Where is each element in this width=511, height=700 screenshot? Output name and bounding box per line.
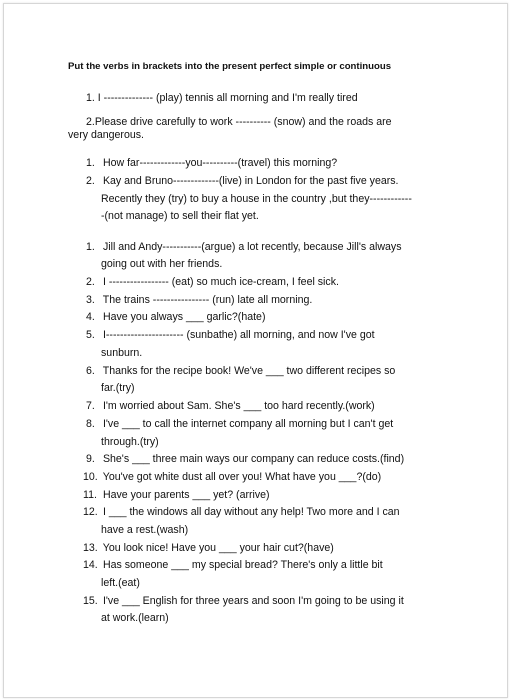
item-number: 15.	[83, 595, 98, 607]
item-number: 11.	[83, 489, 97, 501]
worksheet-title: Put the verbs in brackets into the present perfect simple or continuous	[68, 61, 392, 72]
list-item	[86, 453, 404, 466]
item-number: 1.	[86, 157, 95, 169]
list-item	[83, 542, 334, 555]
list-item-continuation: Recently they (try) to buy a house in the country ,but they------------	[101, 193, 412, 205]
list-item-continuation: going out with her friends.	[101, 258, 223, 270]
item-number: 9.	[86, 453, 95, 465]
list-item	[86, 400, 375, 413]
list-item	[83, 559, 383, 572]
list-item-continuation: sunburn.	[101, 347, 143, 359]
item-text: Have your parents ___ yet? (arrive)	[102, 489, 270, 501]
item-number: 6.	[86, 365, 95, 377]
list-item	[86, 241, 402, 254]
item-text: I ----------------- (eat) so much ice-cream, I feel sick.	[102, 276, 339, 288]
item-number: 3.	[86, 294, 95, 306]
item-text: Kay and Bruno-------------(live) in London for the past five years.	[102, 175, 399, 187]
item-number: 8.	[86, 418, 95, 430]
list-item	[86, 311, 265, 324]
item-text: I'm worried about Sam. She's ___ too hard recently.(work)	[102, 400, 375, 412]
list-item	[86, 276, 339, 289]
item-text: How far-------------you----------(travel) this morning?	[102, 157, 338, 169]
list-item-continuation: -(not manage) to sell their flat yet.	[101, 210, 259, 222]
item-text: I ___ the windows all day without any help! Two more and I can	[102, 506, 400, 518]
list-item-continuation: left.(eat)	[101, 577, 140, 589]
list-item	[83, 489, 270, 502]
list-item-continuation: through.(try)	[101, 436, 159, 448]
list-item	[86, 157, 337, 170]
item-text: Has someone ___ my special bread? There's only a little bit	[102, 559, 383, 571]
item-number: 2.	[86, 175, 95, 187]
list-item	[86, 175, 399, 188]
item-text: I've ___ to call the internet company all morning but I can't get	[102, 418, 394, 430]
item-number: 13.	[83, 542, 98, 554]
list-item	[86, 294, 312, 307]
item-text: She's ___ three main ways our company can reduce costs.(find)	[102, 453, 405, 465]
list-item	[83, 471, 381, 484]
list-item	[83, 595, 404, 608]
item-text: Have you always ___ garlic?(hate)	[102, 311, 266, 323]
item-number: 4.	[86, 311, 95, 323]
item-number: 1.	[86, 241, 95, 253]
exercise-line: 2.Please drive carefully to work ---------- (snow) and the roads are	[86, 116, 392, 128]
item-text: You look nice! Have you ___ your hair cut?(have)	[102, 542, 334, 554]
list-item-continuation: far.(try)	[101, 382, 135, 394]
list-item-continuation: at work.(learn)	[101, 612, 169, 624]
list-item	[86, 365, 395, 378]
exercise-line: very dangerous.	[68, 129, 144, 141]
item-text: I've ___ English for three years and soon I'm going to be using it	[102, 595, 404, 607]
item-text: Jill and Andy-----------(argue) a lot recently, because Jill's always	[102, 241, 402, 253]
item-number: 5.	[86, 329, 95, 341]
list-item	[83, 506, 400, 519]
list-item	[86, 329, 375, 342]
item-number: 2.	[86, 276, 95, 288]
list-item	[86, 418, 393, 431]
exercise-line: 1. I -------------- (play) tennis all morning and I'm really tired	[86, 92, 358, 104]
item-number: 14.	[83, 559, 98, 571]
list-item-continuation: have a rest.(wash)	[101, 524, 189, 536]
item-number: 7.	[86, 400, 95, 412]
item-text: I---------------------- (sunbathe) all morning, and now I've got	[102, 329, 375, 341]
item-text: You've got white dust all over you! What have you ___?(do)	[102, 471, 382, 483]
item-number: 12.	[83, 506, 98, 518]
item-text: The trains ---------------- (run) late all morning.	[102, 294, 313, 306]
item-number: 10.	[83, 471, 98, 483]
item-text: Thanks for the recipe book! We've ___ two different recipes so	[102, 365, 396, 377]
worksheet-page	[3, 3, 508, 698]
